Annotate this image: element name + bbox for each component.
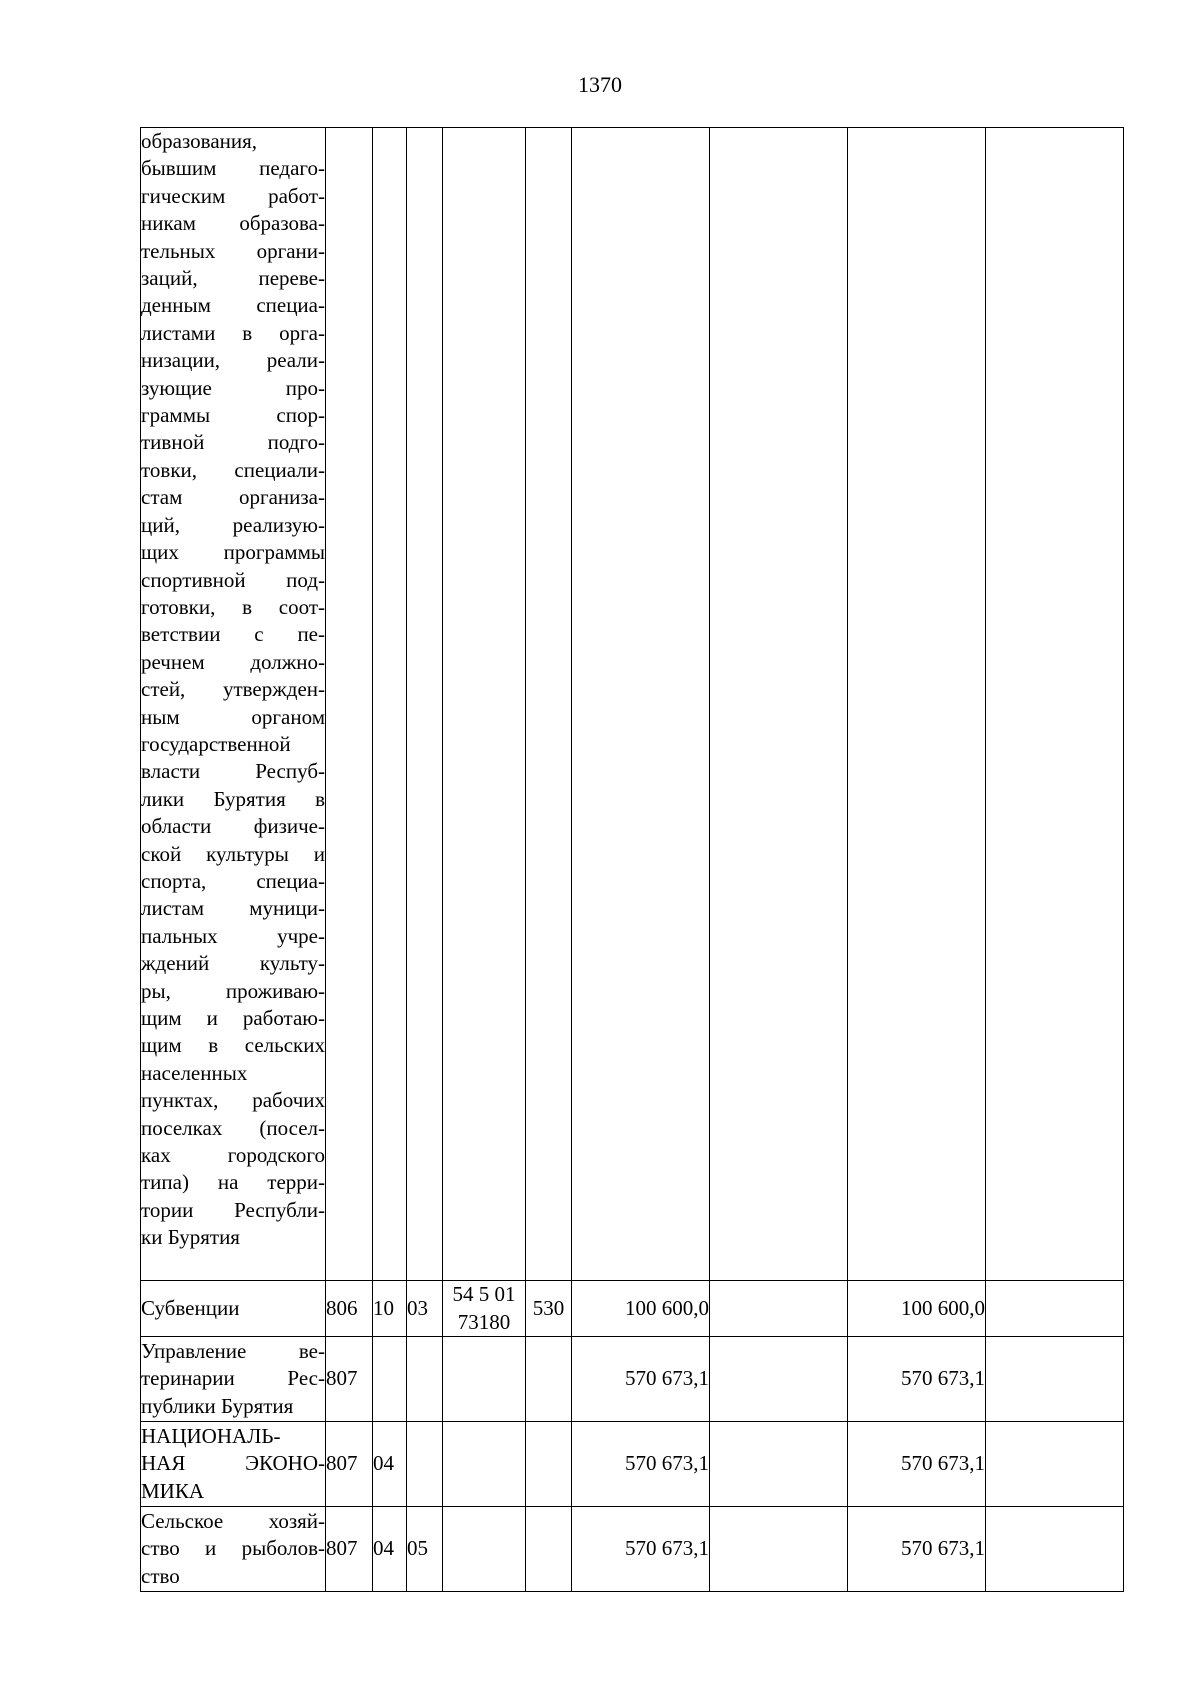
description-line: граммы спор- [141, 403, 325, 428]
expense-type-cell: 530 [526, 1281, 572, 1337]
amount-col3-cell: 570 673,1 [848, 1337, 986, 1422]
description-line: щим и работаю- [141, 1006, 325, 1030]
table-row [141, 1337, 1124, 1422]
description-line: тории Республи- [141, 1197, 325, 1222]
grbs-code-cell: 807 [326, 1422, 373, 1507]
section-code-cell [373, 128, 407, 1281]
table-row [141, 1507, 1124, 1592]
description-line: листами в орга- [141, 320, 325, 345]
amount-col2-cell [710, 1281, 848, 1337]
description-line: поселках (посел- [141, 1115, 325, 1140]
amount-total-cell: 570 673,1 [572, 1507, 710, 1592]
description-line: НАЯ ЭКОНО- [141, 1451, 325, 1476]
subsection-code-cell [407, 1422, 443, 1507]
description-line: ство [141, 1563, 180, 1588]
subsection-code-cell: 05 [407, 1507, 443, 1592]
grbs-code-cell [326, 128, 373, 1281]
section-code-cell [373, 1337, 407, 1422]
description-line: низации, реали- [141, 348, 325, 373]
amount-col4-cell [986, 1507, 1124, 1592]
table-row [141, 1422, 1124, 1507]
description-line: ской культуры и [141, 841, 325, 866]
description-line: ство и рыболов- [141, 1536, 325, 1561]
row-description [141, 128, 326, 1281]
section-code-cell: 04 [373, 1422, 407, 1507]
description-line: заций, переве- [141, 266, 325, 291]
amount-col2-cell [710, 1422, 848, 1507]
grbs-code-cell: 806 [326, 1281, 373, 1337]
section-code-cell: 10 [373, 1281, 407, 1337]
description-line: зующие про- [141, 375, 325, 400]
description-line: типа) на терри- [141, 1170, 325, 1195]
description-line: тельных органи- [141, 238, 325, 263]
description-line: никам образова- [141, 211, 325, 236]
description-line: населенных [141, 1060, 248, 1085]
description-line: тивной подго- [141, 430, 325, 455]
description-line: ры, проживаю- [141, 978, 325, 1003]
description-line: ждений культу- [141, 951, 325, 976]
amount-total-cell: 570 673,1 [572, 1337, 710, 1422]
subsection-code-cell [407, 128, 443, 1281]
description-line: ным органом [141, 704, 325, 729]
amount-col4-cell [986, 128, 1124, 1281]
expense-type-cell [526, 1337, 572, 1422]
amount-total-cell [572, 128, 710, 1281]
description-line: речнем должно- [141, 649, 325, 674]
description-line: лики Бурятия в [141, 786, 325, 811]
expense-type-cell [526, 128, 572, 1281]
description-line: денным специа- [141, 293, 325, 318]
description-line: НАЦИОНАЛЬ- [141, 1423, 281, 1448]
description-line: стам организа- [141, 485, 325, 510]
amount-col4-cell [986, 1337, 1124, 1422]
description-line: бывшим педаго- [141, 156, 325, 181]
amount-col3-cell: 570 673,1 [848, 1422, 986, 1507]
description-line: теринарии Рес- [141, 1366, 325, 1391]
amount-col3-cell [848, 128, 986, 1281]
target-article-cell [443, 128, 526, 1281]
target-article-line2: 73180 [457, 1309, 511, 1334]
table-row [141, 128, 1124, 1281]
amount-col4-cell [986, 1281, 1124, 1337]
description-line: образования, [141, 129, 258, 153]
description-line: МИКА [141, 1478, 205, 1503]
description-line: области физиче- [141, 814, 325, 839]
target-article-cell [443, 1337, 526, 1422]
row-description [141, 1507, 326, 1592]
description-line: спортивной под- [141, 567, 325, 592]
target-article-cell [443, 1281, 526, 1337]
amount-col3-cell: 100 600,0 [848, 1281, 986, 1337]
subsection-code-cell [407, 1337, 443, 1422]
description-line: публики Бурятия [141, 1393, 294, 1418]
grbs-code-cell: 807 [326, 1507, 373, 1592]
page-number: 1370 [578, 72, 622, 97]
description-line: гическим работ- [141, 183, 325, 208]
description-line: пунктах, рабочих [141, 1088, 325, 1113]
description-line: товки, специали- [141, 457, 325, 482]
description-line: ки Бурятия [141, 1225, 240, 1250]
section-code-cell: 04 [373, 1507, 407, 1592]
target-article-cell [443, 1507, 526, 1592]
description-line: стей, утвержден- [141, 677, 325, 702]
amount-col4-cell [986, 1422, 1124, 1507]
expense-type-cell [526, 1422, 572, 1507]
description-line: власти Респуб- [141, 759, 325, 784]
description-line: Управление ве- [141, 1338, 325, 1363]
grbs-code-cell: 807 [326, 1337, 373, 1422]
description-line: листам муници- [141, 896, 325, 921]
amount-total-cell: 570 673,1 [572, 1422, 710, 1507]
description-line: Субвенции [141, 1295, 240, 1320]
table-row [141, 1281, 1124, 1337]
description-line: ций, реализую- [141, 512, 325, 537]
amount-col3-cell: 570 673,1 [848, 1507, 986, 1592]
description-line: Сельское хозяй- [141, 1508, 325, 1533]
description-line: пальных учре- [141, 923, 325, 948]
row-description [141, 1337, 326, 1422]
budget-table [140, 127, 1124, 1592]
description-line: ках городского [141, 1143, 325, 1168]
row-description [141, 1422, 326, 1507]
description-line: щим в сельских [141, 1033, 325, 1058]
amount-total-cell: 100 600,0 [572, 1281, 710, 1337]
description-line: щих программы [141, 540, 325, 565]
target-article-cell [443, 1422, 526, 1507]
amount-col2-cell [710, 1337, 848, 1422]
description-line: государственной [141, 731, 291, 756]
amount-col2-cell [710, 1507, 848, 1592]
target-article-line1: 54 5 01 [452, 1282, 516, 1307]
row-description [141, 1281, 326, 1337]
description-line: ветствии с пе- [141, 622, 325, 647]
description-line: готовки, в соот- [141, 594, 325, 619]
expense-type-cell [526, 1507, 572, 1592]
subsection-code-cell: 03 [407, 1281, 443, 1337]
amount-col2-cell [710, 128, 848, 1281]
description-line: спорта, специа- [141, 868, 325, 893]
